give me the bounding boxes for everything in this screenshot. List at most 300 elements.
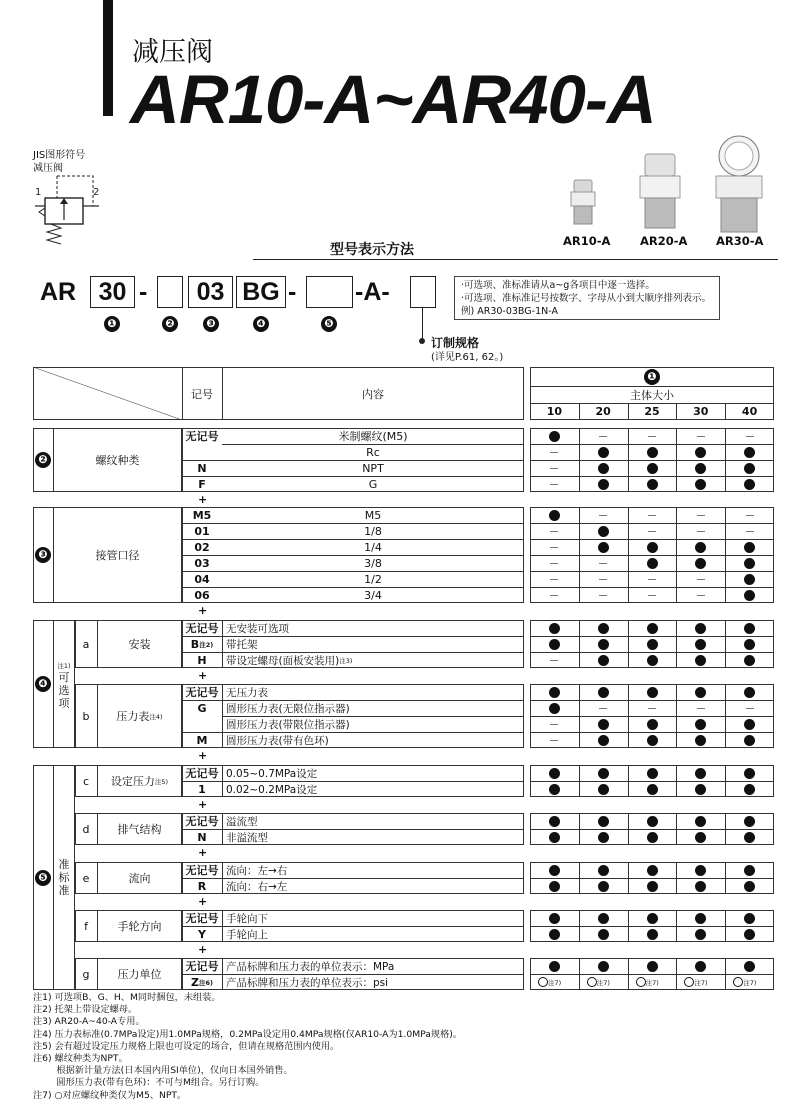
mark-available (647, 479, 658, 490)
mark-available (647, 832, 658, 843)
section-heading: 型号表示方法 (330, 242, 414, 258)
footnote: 注3) AR20-A~40-A专用。 (33, 1016, 145, 1028)
mark-available (647, 735, 658, 746)
option-content: 3/8 (364, 556, 382, 570)
mark-available (695, 816, 706, 827)
option-content: 1/4 (364, 540, 382, 554)
order-leader-line (422, 308, 423, 340)
mark-note: 注7) (743, 978, 757, 987)
option-content: 带设定螺母(面板安装用) 注3) (226, 654, 353, 667)
marker-3: ❸ (203, 316, 219, 332)
mark-available (549, 865, 560, 876)
model-dash: - (139, 278, 148, 306)
mark-available (647, 639, 658, 650)
mark-unavailable (648, 515, 656, 516)
option-content: G (368, 477, 378, 491)
mark-available (695, 832, 706, 843)
option-code: 无记号 (185, 864, 219, 877)
mark-available (598, 655, 609, 666)
mark-available (598, 961, 609, 972)
note-line: 例) AR30-03BG-1N-A (461, 306, 558, 317)
mark-unavailable (697, 708, 705, 709)
footnote: 注4) 压力表标准(0.7MPa设定)用1.0MPa规格，0.2MPa设定用0.4MPa规格(仅AR10-A为1.0MPa规格)。 (33, 1028, 463, 1040)
table-rule (530, 700, 774, 701)
mark-available (598, 929, 609, 940)
mark-available (647, 961, 658, 972)
mark-unavailable (746, 708, 754, 709)
mark-available (647, 463, 658, 474)
sub-label: 安装 (128, 638, 151, 651)
table-rule (579, 620, 580, 668)
mark-note: 注7) (548, 978, 562, 987)
footnote: 注2) 托架上带设定螺母。 (33, 1004, 138, 1016)
order-made-ref: (详见P.61, 62。) (431, 352, 504, 363)
mark-available (598, 719, 609, 730)
option-content: 无安装可选项 (226, 622, 289, 635)
mark-conditional (538, 977, 548, 987)
sub-label: 手轮方向 (117, 920, 162, 933)
table-rule (725, 620, 726, 668)
footnote: 注5) 会有超过设定压力规格上限也可设定的场合，但请在规格范围内使用。 (33, 1040, 340, 1052)
table-rule (530, 460, 774, 461)
table-rule (530, 587, 774, 588)
mark-available (695, 623, 706, 634)
mark-available (598, 639, 609, 650)
plus-sign: + (198, 669, 208, 682)
plus-sign: + (198, 604, 208, 617)
selection-note-box (454, 276, 720, 320)
option-code: 无记号 (185, 767, 219, 780)
option-code: R (197, 879, 207, 893)
table-rule (530, 555, 774, 556)
mark-available (598, 865, 609, 876)
mark-unavailable (550, 740, 558, 741)
mark-available (549, 510, 560, 521)
table-rule (676, 620, 677, 668)
mark-unavailable (550, 531, 558, 532)
mark-available (549, 961, 560, 972)
table-rule (53, 765, 54, 990)
mark-available (744, 623, 755, 634)
mark-available (744, 881, 755, 892)
header-size-label: 主体大小 (630, 388, 674, 402)
mark-note: 注7) (596, 978, 610, 987)
mark-available (744, 832, 755, 843)
group-3-marker: ❸ (35, 547, 51, 563)
table-rule (222, 620, 223, 668)
option-content: 带托架 (226, 638, 258, 651)
mark-available (744, 687, 755, 698)
mark-available (549, 768, 560, 779)
plus-sign: + (198, 895, 208, 908)
option-code: F (198, 477, 206, 491)
mark-available (695, 913, 706, 924)
mark-conditional (587, 977, 597, 987)
mark-available (598, 463, 609, 474)
mark-available (598, 881, 609, 892)
sub-label: 压力单位 (117, 968, 162, 981)
mark-available (549, 832, 560, 843)
group-2-marker: ❷ (35, 452, 51, 468)
mark-available (695, 639, 706, 650)
mark-unavailable (746, 436, 754, 437)
mark-available (598, 447, 609, 458)
page-title: AR10-A~AR40-A (130, 61, 656, 138)
model-prefix: AR (40, 278, 77, 306)
mark-available (647, 784, 658, 795)
mark-available (598, 832, 609, 843)
mark-unavailable (550, 595, 558, 596)
option-code: 06 (194, 588, 210, 602)
mark-unavailable (746, 515, 754, 516)
sub-letter: g (82, 967, 90, 981)
order-leader-dot (419, 338, 425, 344)
mark-available (695, 542, 706, 553)
mark-available (549, 784, 560, 795)
size-column-25: 25 (644, 405, 660, 418)
mark-available (695, 719, 706, 730)
mark-available (647, 719, 658, 730)
mark-available (744, 929, 755, 940)
option-code: N (197, 461, 207, 475)
option-content: 产品标牌和压力表的单位表示：psi (226, 976, 389, 989)
table-rule (53, 620, 54, 748)
mark-available (744, 558, 755, 569)
mark-available (647, 929, 658, 940)
model-dash-a: -A- (355, 278, 390, 306)
ar20-product-image (632, 150, 692, 234)
marker-4: ❹ (253, 316, 269, 332)
mark-available (744, 639, 755, 650)
group-5-label: 准标准 (58, 857, 70, 897)
mark-available (549, 913, 560, 924)
table-rule (530, 571, 774, 572)
header-content: 内容 (362, 387, 384, 401)
mark-available (695, 479, 706, 490)
mark-available (744, 719, 755, 730)
model-custom-box (410, 276, 436, 308)
option-content: 圆形压力表(无限位指示器) (226, 702, 350, 715)
mark-unavailable (599, 579, 607, 580)
option-content: M5 (364, 508, 382, 522)
sub-label: 设定压力 注5) (110, 775, 169, 788)
mark-available (647, 881, 658, 892)
sub-letter: d (82, 822, 90, 836)
size-column-10: 10 (546, 405, 563, 418)
option-code: 无记号 (185, 686, 219, 699)
mark-available (549, 639, 560, 650)
mark-available (598, 784, 609, 795)
table-rule (530, 523, 774, 524)
mark-available (647, 816, 658, 827)
mark-available (695, 881, 706, 892)
table-rule (530, 781, 774, 782)
product-label-ar20: AR20-A (640, 234, 688, 248)
option-code: 02 (194, 540, 210, 554)
mark-available (647, 913, 658, 924)
table-rule (530, 926, 774, 927)
sub-label: 流向 (128, 872, 151, 885)
option-content: 手轮向下 (226, 912, 268, 925)
option-content: 1/2 (364, 572, 382, 586)
option-content: 溢流型 (226, 815, 258, 828)
sub-label: 压力表 注4) (116, 710, 163, 723)
mark-available (744, 784, 755, 795)
mark-unavailable (599, 436, 607, 437)
mark-available (549, 929, 560, 940)
footnote: 圆形压力表(带有色环)：不可与M组合。另行订购。 (33, 1077, 265, 1089)
plus-sign: + (198, 943, 208, 956)
mark-unavailable (697, 515, 705, 516)
jis-symbol-subtitle: 减压阀 (33, 163, 63, 174)
mark-available (695, 558, 706, 569)
mark-available (647, 655, 658, 666)
mark-available (598, 913, 609, 924)
ar30-product-image (706, 132, 772, 236)
group-2-label: 螺纹种类 (95, 454, 140, 467)
page-subtitle: 减压阀 (132, 37, 213, 68)
mark-unavailable (648, 579, 656, 580)
mark-unavailable (550, 579, 558, 580)
option-code: 无记号 (185, 912, 219, 925)
mark-available (549, 881, 560, 892)
heading-rule (253, 259, 778, 260)
sub-letter: f (84, 919, 88, 933)
model-semistd-box (306, 276, 353, 308)
group-4-note: 注1) (57, 661, 71, 670)
option-code: 03 (194, 556, 210, 570)
mark-conditional (636, 977, 646, 987)
mark-unavailable (550, 563, 558, 564)
table-rule (530, 829, 774, 830)
mark-available (695, 463, 706, 474)
sub-letter: c (82, 774, 90, 788)
mark-unavailable (550, 660, 558, 661)
mark-available (549, 816, 560, 827)
table-rule (530, 476, 774, 477)
mark-available (695, 784, 706, 795)
option-code: Z 注6) (191, 975, 213, 989)
mark-available (598, 735, 609, 746)
mark-available (647, 768, 658, 779)
mark-unavailable (697, 436, 705, 437)
sub-letter: b (82, 709, 90, 723)
regulator-symbol-diagram (33, 170, 113, 250)
model-option-box: BG (236, 276, 286, 308)
mark-available (598, 816, 609, 827)
mark-available (695, 655, 706, 666)
sub-letter: a (82, 637, 90, 651)
option-content: NPT (362, 461, 384, 475)
mark-note: 注7) (694, 978, 708, 987)
table-rule (530, 636, 774, 637)
mark-unavailable (550, 452, 558, 453)
port-1-label: 1 (35, 187, 42, 198)
mark-unavailable (697, 595, 705, 596)
option-content: 0.05~0.7MPa设定 (226, 767, 318, 780)
option-code: M5 (192, 508, 212, 522)
product-label-ar10: AR10-A (563, 234, 611, 248)
mark-unavailable (746, 531, 754, 532)
option-content: 圆形压力表(带有色环) (226, 734, 329, 747)
ar10-product-image (565, 176, 605, 232)
header-code: 记号 (191, 387, 213, 401)
port-2-label: 2 (93, 187, 100, 198)
option-code: B 注2) (190, 637, 214, 651)
model-port-box: 03 (188, 276, 233, 308)
table-rule (530, 732, 774, 733)
header-diagonal (33, 367, 182, 420)
plus-sign: + (198, 798, 208, 811)
mark-available (695, 768, 706, 779)
mark-available (744, 865, 755, 876)
mark-unavailable (550, 468, 558, 469)
option-content: 0.02~0.2MPa设定 (226, 783, 318, 796)
mark-unavailable (648, 531, 656, 532)
group-4-label: 可选项 (58, 670, 70, 710)
table-rule (530, 716, 774, 717)
footnote: 注6) 螺纹种类为NPT。 (33, 1053, 128, 1065)
title-accent-bar (103, 0, 113, 116)
mark-available (744, 574, 755, 585)
group-4-marker: ❹ (35, 676, 51, 692)
mark-available (549, 431, 560, 442)
marker-1: ❶ (104, 316, 120, 332)
mark-available (549, 703, 560, 714)
mark-available (695, 865, 706, 876)
mark-unavailable (550, 484, 558, 485)
mark-available (549, 623, 560, 634)
jis-symbol-title: JIS图形符号 (33, 150, 86, 161)
table-rule (530, 878, 774, 879)
option-content: 手轮向上 (226, 928, 268, 941)
mark-available (744, 816, 755, 827)
mark-available (598, 542, 609, 553)
option-code: G (197, 701, 207, 715)
mark-unavailable (697, 579, 705, 580)
option-content: 产品标牌和压力表的单位表示：MPa (226, 960, 395, 973)
group-5-marker: ❺ (35, 870, 51, 886)
mark-available (744, 542, 755, 553)
sub-label: 排气结构 (117, 823, 162, 836)
size-column-30: 30 (693, 405, 709, 418)
mark-available (695, 929, 706, 940)
mark-available (744, 655, 755, 666)
option-code: 无记号 (185, 815, 219, 828)
mark-available (647, 687, 658, 698)
option-code: Y (198, 927, 206, 941)
option-code: H (197, 653, 207, 667)
footnote: 注7) ○对应螺纹种类仅为M5、NPT。 (33, 1089, 187, 1101)
mark-available (647, 447, 658, 458)
mark-available (744, 590, 755, 601)
mark-available (549, 687, 560, 698)
mark-unavailable (648, 595, 656, 596)
group-3-label: 接管口径 (95, 549, 140, 562)
table-rule (530, 652, 774, 653)
mark-available (744, 768, 755, 779)
option-code: 无记号 (185, 622, 219, 635)
note-line: ·可选项、准标准记号按数字、字母从小到大顺序排列表示。 (461, 293, 712, 304)
mark-available (598, 479, 609, 490)
option-content: 圆形压力表(带限位指示器) (226, 718, 350, 731)
plus-sign: + (198, 749, 208, 762)
table-rule (628, 620, 629, 668)
plus-sign: + (198, 493, 208, 506)
mark-unavailable (648, 708, 656, 709)
mark-available (744, 479, 755, 490)
mark-available (695, 687, 706, 698)
option-code: 04 (194, 572, 210, 586)
mark-available (598, 687, 609, 698)
option-code: 无记号 (185, 430, 219, 443)
mark-unavailable (697, 531, 705, 532)
table-rule (530, 444, 774, 445)
marker-5: ❺ (321, 316, 337, 332)
option-content: Rc (366, 445, 380, 459)
mark-available (598, 623, 609, 634)
mark-available (695, 447, 706, 458)
plus-sign: + (198, 846, 208, 859)
mark-unavailable (599, 563, 607, 564)
mark-available (647, 623, 658, 634)
option-code: 01 (194, 524, 210, 538)
option-code: 1 (198, 782, 206, 796)
model-size-box: 30 (90, 276, 135, 308)
note-line: ·可选项、准标准请从a~g各项目中逐一选择。 (461, 280, 655, 291)
header-marker-1: ❶ (644, 369, 660, 385)
option-code: N (197, 830, 207, 844)
mark-unavailable (599, 595, 607, 596)
model-thread-box (157, 276, 183, 308)
option-content: 1/8 (364, 524, 382, 538)
footnote: 根据新计量方法(日本国内用SI单位)，仅向日本国外销售。 (33, 1065, 293, 1077)
mark-available (695, 735, 706, 746)
option-code: 无记号 (185, 960, 219, 973)
option-content: 流向：右→左 (226, 880, 288, 893)
mark-unavailable (550, 724, 558, 725)
option-content: 非溢流型 (226, 831, 268, 844)
marker-2: ❷ (162, 316, 178, 332)
footnotes (33, 992, 462, 1102)
mark-unavailable (550, 547, 558, 548)
option-content: 流向：左→右 (226, 864, 288, 877)
mark-available (647, 542, 658, 553)
mark-available (647, 558, 658, 569)
mark-available (744, 961, 755, 972)
mark-available (744, 913, 755, 924)
mark-available (744, 463, 755, 474)
footnote: 注1) 可选项B、G、H、M同时捆包，未组装。 (33, 992, 221, 1003)
mark-unavailable (648, 436, 656, 437)
mark-available (744, 447, 755, 458)
mark-available (744, 735, 755, 746)
product-label-ar30: AR30-A (716, 234, 764, 248)
option-code: M (196, 733, 208, 747)
mark-unavailable (599, 708, 607, 709)
mark-available (598, 526, 609, 537)
option-content: 米制螺纹(M5) (338, 430, 408, 443)
size-column-20: 20 (595, 405, 611, 418)
model-dash: - (288, 278, 297, 306)
sub-letter: e (82, 871, 90, 885)
mark-unavailable (599, 515, 607, 516)
table-rule (530, 539, 774, 540)
option-content: 3/4 (364, 588, 382, 602)
option-content: 无压力表 (226, 686, 268, 699)
size-column-40: 40 (741, 405, 758, 418)
mark-available (647, 865, 658, 876)
